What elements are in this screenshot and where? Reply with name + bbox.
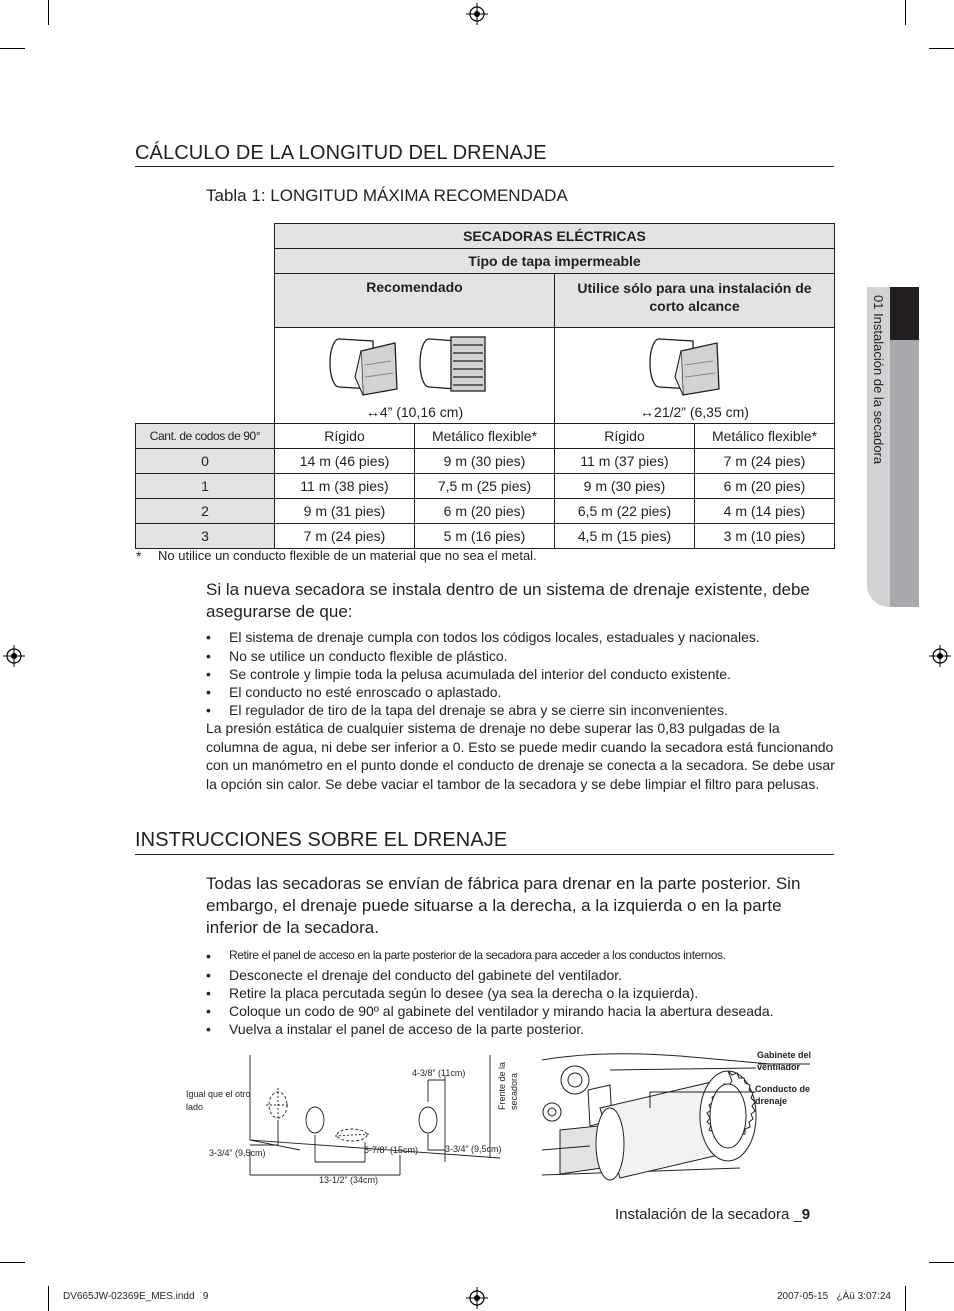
- table-cell: 7 m (24 pies): [695, 449, 835, 474]
- dim-mid-label: 5-7/8” (15cm): [364, 1145, 419, 1155]
- file-slug: DV665JW-02369E_MES.indd 9: [63, 1291, 209, 1302]
- section-title-instrucciones: INSTRUCCIONES SOBRE EL DRENAJE: [135, 829, 508, 851]
- table-row: [136, 499, 835, 524]
- table-cell: 6 m (20 pies): [695, 474, 835, 499]
- section-title-calculo: CÁLCULO DE LA LONGITUD DEL DRENAJE: [135, 142, 547, 164]
- size-short: ↔21/2” (6,35 cm): [640, 404, 749, 420]
- footer-section: Instalación de la secadora _: [615, 1206, 802, 1223]
- existing-intro: Si la nueva secadora se instala dentro de un sistema de drenaje existente, debe asegurarse de que:: [206, 580, 810, 621]
- footnote-mark: *: [136, 548, 142, 564]
- table-header-electric: SECADORAS ELÉCTRICAS: [275, 224, 835, 249]
- dim-top-label: 4-3/8” (11cm): [412, 1068, 466, 1078]
- short-vent-hood-illustration: [645, 333, 735, 401]
- print-date: 2007-05-15 ¿Àü 3:07:24: [777, 1291, 891, 1302]
- table-cell: 6 m (20 pies): [415, 499, 555, 524]
- table-row: [136, 474, 835, 499]
- static-pressure-paragraph: La presión estática de cualquier sistema de drenaje no debe superar las 0,83 pulgadas de la columna de agua, ni debe ser inferior a 0. Esto se puede medir cuando la secadora está funcionando con un manómetro en el punto donde el conducto de drenaje se conecta a la secadora. Se debe usar la opción sin calor. Se debe vaciar el tambor de la secadora y se debe limpiar el filtro para pelusas.: [206, 720, 835, 792]
- same-side-label: Igual que el otro lado: [186, 1089, 251, 1112]
- chapter-tab-strip: [890, 340, 919, 607]
- chapter-tab-label: 01 Instalación de la secadora: [871, 295, 886, 465]
- table-cell: 6,5 m (22 pies): [555, 499, 695, 524]
- front-label: Frente de la secadora: [497, 1061, 519, 1110]
- page-number: 9: [801, 1206, 811, 1223]
- table-footnote: No utilice un conducto flexible de un material que no sea el metal.: [158, 548, 537, 563]
- table-row: [136, 449, 835, 474]
- dim-left-label: 3-3/4” (9,5cm): [209, 1148, 266, 1158]
- table-cell: 9 m (30 pies): [415, 449, 555, 474]
- registration-mark-icon: [466, 3, 488, 25]
- table-cell: 3: [136, 524, 275, 549]
- registration-mark-icon: [3, 645, 25, 667]
- table-cell: 11 m (37 pies): [555, 449, 695, 474]
- table-cell: 9 m (31 pies): [275, 499, 415, 524]
- table-cell: 2: [136, 499, 275, 524]
- sub-header: Rígido: [275, 424, 415, 449]
- size-recommended: ↔4” (10,16 cm): [365, 404, 464, 420]
- sub-header: Metálico flexible*: [415, 424, 555, 449]
- chapter-tab-marker: [890, 287, 919, 340]
- table-cell: 0: [136, 449, 275, 474]
- fan-cabinet-label: Gabinete del ventilador: [757, 1050, 812, 1072]
- sub-header: Rígido: [555, 424, 695, 449]
- registration-mark-icon: [466, 1287, 488, 1309]
- page-footer: [615, 1206, 810, 1223]
- table-cell: 4,5 m (15 pies): [555, 524, 695, 549]
- row-label: Cant. de codos de 90°: [136, 424, 275, 449]
- table-cell: 9 m (30 pies): [555, 474, 695, 499]
- knockout-dimensions-diagram: [180, 1050, 530, 1190]
- table-cell: 11 m (38 pies): [275, 474, 415, 499]
- exhaust-duct-label: Conducto de drenaje: [755, 1084, 810, 1106]
- dim-right-label: 3-3/4” (9,5cm): [445, 1144, 502, 1154]
- registration-mark-icon: [929, 645, 951, 667]
- table-cell: 7,5 m (25 pies): [415, 474, 555, 499]
- table-caption: Tabla 1: LONGITUD MÁXIMA RECOMENDADA: [206, 186, 568, 205]
- table-row: [136, 524, 835, 549]
- table-header-recommended: Recomendado: [275, 274, 555, 328]
- table-cell: 5 m (16 pies): [415, 524, 555, 549]
- section-rule: [135, 854, 834, 855]
- section-rule: [135, 166, 834, 167]
- vent-hood-illustration: [325, 333, 495, 401]
- table-header-hood: Tipo de tapa impermeable: [275, 249, 835, 274]
- sub-header: Metálico flexible*: [695, 424, 835, 449]
- table-cell: 1: [136, 474, 275, 499]
- table-cell: 4 m (14 pies): [695, 499, 835, 524]
- table-cell: 3 m (10 pies): [695, 524, 835, 549]
- dim-bottom-label: 13-1/2” (34cm): [319, 1175, 379, 1185]
- exhaust-intro: Todas las secadoras se envían de fábrica para drenar en la parte posterior. Sin embargo, el drenaje puede situarse a la derecha, a la izquierda o en la parte inferior de la secadora.: [206, 874, 801, 937]
- vent-length-table: [135, 223, 835, 549]
- table-cell: 14 m (46 pies): [275, 449, 415, 474]
- table-header-short: Utilice sólo para una instalación de corto alcance: [555, 274, 835, 328]
- table-cell: 7 m (24 pies): [275, 524, 415, 549]
